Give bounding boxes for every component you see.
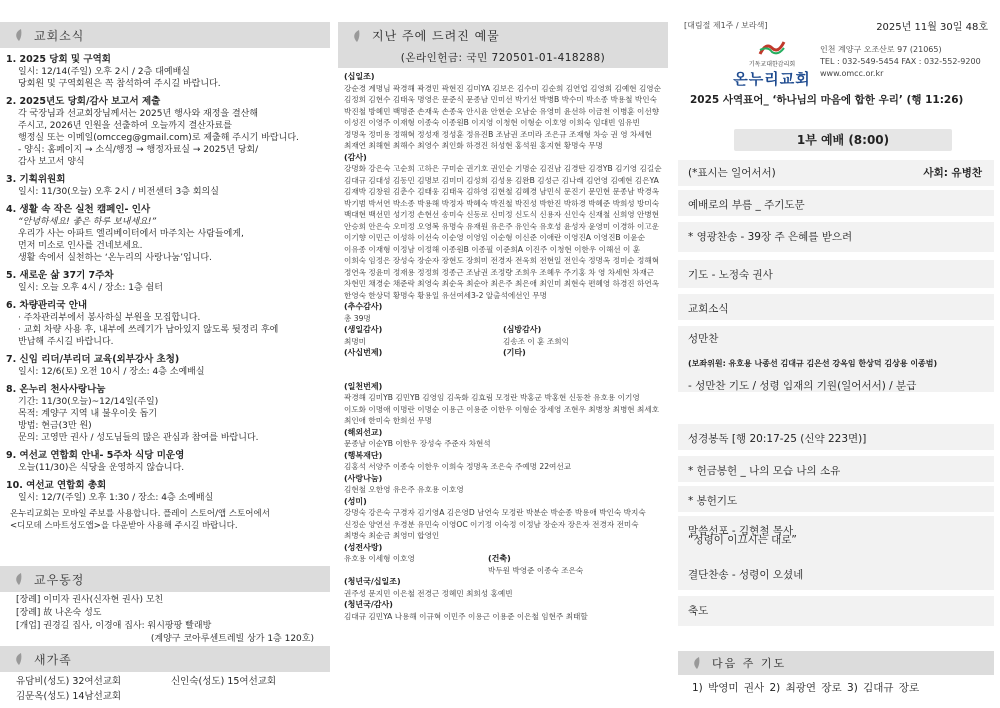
news-item-line: 일시: 오늘 오후 4시 / 장소: 1층 쉼터 xyxy=(18,283,163,293)
news-item xyxy=(0,354,330,378)
offering-subgroup xyxy=(344,347,503,359)
church-name: 온누리교회 xyxy=(733,70,811,88)
phone-line: TEL : 032-549-5454 FAX : 032-552-9200 xyxy=(820,57,981,66)
news-item-line: 목적: 계양구 지역 내 불우이웃 돕기 xyxy=(18,409,158,419)
news-item-title: 9. 여선교 연합회 안내- 5주차 식당 미운영 xyxy=(6,450,185,461)
offering-names: 김대규 김민YA 나용해 이규혁 이민주 이용근 이용준 이은철 임현주 최태할 xyxy=(344,611,588,621)
offering-category: (성전사랑) xyxy=(344,542,383,552)
address-line: 인천 계양구 오조산로 97 (21065) xyxy=(820,45,942,54)
offering-names: 문종남 이순YB 이한우 장성숙 주준자 차현석 xyxy=(344,439,491,448)
offering-category: (행복재단) xyxy=(344,450,383,460)
news-item-title: 4. 생활 속 작은 실천 캠페인- 인사 xyxy=(6,204,151,215)
offerings-pair xyxy=(338,324,668,347)
next-week-prayers: 1) 박영미 권사 2) 최광연 장로 3) 김대규 장로 xyxy=(692,682,920,694)
news-item-line: 당회원 및 구역회원은 꼭 참석하여 주시길 바랍니다. xyxy=(18,79,221,89)
news-item-title: 7. 신임 리더/부리더 교육(외부강사 초청) xyxy=(6,354,180,365)
news-item-line: · 교회 차량 사용 후, 내부에 쓰레기가 남아있지 않도록 뒷정리 후에 xyxy=(18,325,279,335)
next-week-title: 다음 주 기도 xyxy=(712,657,787,670)
worship-item: 교회소식 xyxy=(678,294,994,320)
issue-date: 2025년 11월 30일 48호 xyxy=(876,22,988,33)
offering-names: 김현철 오한영 유은주 유호용 이호영 xyxy=(344,485,464,494)
offering-category: (해외선교) xyxy=(344,427,383,437)
news-item-line: 먼저 미소로 인사를 건네보세요. xyxy=(18,241,143,251)
news-item-line: - 양식: 홈페이지 → 소식/행정 → 행정자료실 → 2025년 당회/ xyxy=(18,145,259,155)
logo-icon xyxy=(758,40,786,56)
offering-names: 총 39명 xyxy=(344,313,371,323)
worship-detail: (보좌위원: 유호용 나종선 김대규 김은선 강옥임 한상덕 김상용 이종범) xyxy=(688,359,938,368)
news-item-line: 행정실 또는 이메일(omcceg@gmail.com)로 제출해 주시기 바랍니다. xyxy=(18,133,299,143)
staff-line: [장례] 이미자 권사(신자현 권사) 모친 xyxy=(16,595,164,605)
news-item-line: 일시: 12/6(토) 오전 10시 / 장소: 4층 소예배실 xyxy=(18,367,205,377)
offering-names: 강명화 강은숙 고순희 고하은 구미순 권기호 권인순 기명순 김진남 김경탄 김경YB 김기영 김길순 김대규 김대성 김동민 김명보 김미미 김성희 김성용 김완B 김성근 김나래 김연영 김예현 김은YA 김재박 김창원 김춘수 김태웅 김태욱 김하영 김현철 김혜경 남민식 문진기 문민현 문종남 박경옥 박기범 박서연 박소종 박용해 박정자 박혜숙 박진철 박진성 박한진 박하경 박혜준 박희성 방미숙 백대현 백선민 성기정 손현선 송미숙 신동로 신미정 신도식 신용자 신인숙 신재철 신희영 안병현 안승희 안은숙 오미정 오영복 유명숙 유재원 유은주 유인숙 유호성 윤성자 윤영미 이경하 이고운 이기향 이민근 이성하 이선숙 이순영 이영임 이순형 이신준 이애란 이영진A 이영진B 이윤순 이유종 이재형 이정남 이정해 이종원B 이종필 이준희A 이진주 이청현 이한우 이해선 이 훈 이희숙 임정은 장성숙 장순자 장현도 장희미 전경자 전욱희 전현일 전인숙 정명옥 정미순 정해혁 정연옥 정윤미 정재용 정정희 정종근 조남권 조정량 조희우 조혜우 주기홍 차 영 차세현 차재근 차현민 채경순 채준락 최영숙 최순옥 최순아 최은주 최은애 최인미 최현숙 편혜영 하경진 하연옥 한영숙 한상덕 황명숙 황용일 유선여세3-2 알출석에선인 무명 xyxy=(344,164,662,300)
news-list xyxy=(0,50,330,504)
news-item-line: · 주차관리부에서 봉사하실 부원을 모집합니다. xyxy=(18,313,201,323)
offering-category: (추수감사) xyxy=(344,302,383,311)
staff-line: [장례] 故 나온숙 성도 xyxy=(16,608,102,618)
building-names: 박두원 박영준 이종숙 조은숙 xyxy=(488,565,584,575)
offering-names: 강순경 계명님 곽경해 곽경민 곽현진 김미YA 김보은 김수미 김순희 김연업 김영희 김예현 김영순 김정희 김현수 김태욱 명영은 문준식 문종남 민미선 박기선 박병B 박수미 박소종 박용철 박인숙 박진철 방혜민 백명준 손재욱 손종욱 안시윤 안현순 오남순 유영미 윤선하 이금천 이병훈 이선향 이성진 이영주 이재형 이종숙 이종원B 이지영 이청현 이형순 이호영 이희숙 임대빈 임유빈 정명옥 정미용 정해혁 정성재 정성훈 정유진B 조남권 조미라 조은규 조재형 차승 권 영 차세현 최재연 최해현 최해수 최영수 최인화 하경진 허성현 홍석원 홍지현 황명숙 무명 xyxy=(344,83,661,150)
worship-item: 성만찬 xyxy=(678,326,994,392)
offerings-pair xyxy=(338,347,668,359)
account-info: (온라인헌금: 국민 720501-01-418288) xyxy=(400,52,606,64)
offering-subgroup xyxy=(503,347,662,359)
denomination: 기독교대한감리회 xyxy=(748,61,796,68)
news-item xyxy=(0,204,330,264)
website[interactable]: www.omcc.or.kr xyxy=(820,69,884,78)
offering-category: (일천번제) xyxy=(344,381,383,391)
news-item-line: 우리가 사는 아파트 엘리베이터에서 마주치는 사람들에게, xyxy=(18,229,244,239)
news-item xyxy=(0,54,330,90)
next-week-header xyxy=(678,651,994,675)
news-item-line: 오늘(11/30)은 식당을 운영하지 않습니다. xyxy=(18,463,185,473)
family-title: 새가족 xyxy=(34,652,72,667)
offering-category: (사랑나눔) xyxy=(344,473,383,483)
worship-column xyxy=(672,0,1000,708)
church-address xyxy=(820,44,981,80)
rise-note: (*표시는 일어서서) xyxy=(688,167,776,179)
offering-category: (심방감사) xyxy=(503,325,542,334)
news-item-line: 방법: 현금(3만 원) xyxy=(18,421,92,431)
service-title: 1부 예배 (8:00) xyxy=(734,129,952,151)
leader: 사회: 유병찬 xyxy=(923,167,982,179)
news-column xyxy=(0,0,330,708)
bulletin-header xyxy=(672,0,1000,118)
offerings-header xyxy=(338,22,668,68)
offering-names: 권주성 문지민 이은철 전경근 정혜민 최희성 홍예빈 xyxy=(344,588,513,598)
building-label: (건축) xyxy=(488,554,511,563)
offering-category: (생일감사) xyxy=(344,325,383,334)
news-item-line: 문의: 고영만 권사 / 성도님들의 많은 관심과 참여를 바랍니다. xyxy=(18,433,259,443)
leaf-icon xyxy=(12,652,26,666)
offering-category: (청년국/감사) xyxy=(344,600,393,609)
offering-subgroup xyxy=(503,324,662,347)
news-item xyxy=(0,174,330,198)
offering-category: (기타) xyxy=(503,348,526,357)
offering-category: (성미) xyxy=(344,496,367,506)
offering-subgroup xyxy=(344,324,503,347)
leaf-icon xyxy=(690,656,704,670)
worship-item: * 봉헌기도 xyxy=(678,486,994,512)
church-logo xyxy=(724,40,820,89)
offerings-title: 지난 주에 드려진 예물 xyxy=(372,29,500,43)
worship-item: 말씀선포 - 김현철 목사 xyxy=(678,516,994,564)
news-item-title: 2. 2025년도 당회/감사 보고서 제출 xyxy=(6,96,161,107)
news-item-line: 기간: 11/30(오늘)~12/14일(주일) xyxy=(18,397,159,407)
news-item-line: 생활 속에서 실천하는 ‘온누리의 사랑나눔’입니다. xyxy=(18,253,212,263)
offering-names: 유호용 이세형 이호영 xyxy=(344,554,415,563)
worship-item: 예배로의 부름 _ 주기도문 xyxy=(678,190,994,216)
family-header xyxy=(0,646,330,672)
worship-detail: - 성만찬 기도 / 성령 임재의 기원(일어서서) / 분급 xyxy=(688,380,917,392)
news-item xyxy=(0,300,330,348)
leaf-icon xyxy=(12,572,26,586)
worship-detail: “성령이 이끄시는 대로” xyxy=(688,534,797,546)
worship-item: * 헌금봉헌 _ 나의 모습 나의 소유 xyxy=(678,456,994,482)
news-item xyxy=(0,270,330,294)
family-member: 김문옥(성도) 14남선교회 xyxy=(16,691,122,702)
offerings-column xyxy=(338,0,668,708)
news-item-line: 감사 보고서 양식 xyxy=(18,157,85,167)
news-item-line: 각 국장님과 선교회장님께서는 2025년 행사와 재정을 결산해 xyxy=(18,109,259,119)
staff-list xyxy=(6,594,326,646)
leaf-icon xyxy=(350,29,364,43)
offering-names: 김송조 이 훈 조희익 xyxy=(503,336,569,346)
offering-category: (십일조) xyxy=(344,72,375,81)
family-row xyxy=(16,674,326,689)
news-item-title: 6. 차량관리국 안내 xyxy=(6,300,88,311)
worship-item: 결단찬송 - 성령이 오셨네 xyxy=(678,560,994,590)
family-row xyxy=(16,689,326,704)
staff-title: 교우동정 xyxy=(34,572,85,587)
news-item-line: 일시: 11/30(오늘) 오후 2시 / 비전센터 3층 회의실 xyxy=(18,187,219,197)
offerings-list xyxy=(338,576,668,622)
offering-category: (감사) xyxy=(344,152,367,162)
news-item xyxy=(0,384,330,444)
service-info-row xyxy=(678,160,994,186)
news-item-title: 8. 온누리 천사사랑나눔 xyxy=(6,384,106,395)
offerings-list xyxy=(338,71,668,324)
news-item-title: 3. 기획위원회 xyxy=(6,174,66,185)
news-item-title: 10. 여선교 연합회 총회 xyxy=(6,480,107,491)
offering-category: (청년국/십일조) xyxy=(344,577,401,586)
staff-line: (계양구 코아루센트레빌 상가 1층 120호) xyxy=(150,634,314,644)
news-item-line: 반납해 주시길 바랍니다. xyxy=(18,337,114,347)
year-theme: 2025 사역표어_ ‘하나님의 마음에 합한 우리’ (행 11:26) xyxy=(690,94,964,106)
family-member: 신인숙(성도) 15여선교회 xyxy=(171,676,277,687)
worship-item: 기도 - 노정숙 권사 xyxy=(678,260,994,288)
offering-names: 강명숙 강은숙 구경자 김기영A 김은영D 남연숙 모정란 박분순 박순종 박용애 박인숙 박지숙 신정순 양연선 우경분 유민숙 이영OC 이기정 이숙정 이정남 장순자 장은자 전경자 전미숙 최병숙 최순금 최영미 합영인 xyxy=(344,508,646,540)
news-item-line: “안녕하세요! 좋은 하루 보내세요!” xyxy=(18,217,157,227)
offering-category: (사십번제) xyxy=(344,348,383,357)
family-list xyxy=(16,674,326,704)
offerings-list xyxy=(338,381,668,565)
offering-names: 곽경해 김미YB 김민YB 김영임 김옥화 김효림 모정란 박홍군 박홍현 신동찬 유호용 이기영 이도화 이명애 이명란 이명순 이용근 이용준 이한우 이형순 장세영 조현우 최병창 최병현 최세호 최인애 한미숙 한희선 무명 xyxy=(344,393,660,425)
offering-names: 최명미 xyxy=(344,336,367,346)
family-member xyxy=(171,689,326,704)
news-item-line: 일시: 12/14(주일) 오후 2시 / 2층 대예배실 xyxy=(18,67,190,77)
staff-line: [개업] 권경길 집사, 이경애 집사: 워시팡팡 빨래방 xyxy=(16,621,212,631)
news-item-title: 5. 새로운 삶 37기 7주차 xyxy=(6,270,114,281)
news-item xyxy=(0,450,330,474)
family-member: 유담비(성도) 32여선교회 xyxy=(16,676,122,687)
worship-item: 성경봉독 [행 20:17-25 (신약 223면)] xyxy=(678,424,994,450)
leaf-icon xyxy=(12,28,26,42)
news-item-line: 주시고, 2026년 인원을 선출하여 오늘까지 결산자료를 xyxy=(18,121,232,131)
edition: [대림절 제1주 / 보라색] xyxy=(684,21,768,30)
news-item xyxy=(0,480,330,504)
news-title: 교회소식 xyxy=(34,28,85,43)
staff-header xyxy=(0,566,330,592)
worship-item: * 영광찬송 - 39장 주 은혜를 받으려 xyxy=(678,222,994,252)
offering-names: 김홍석 서양주 이종숙 이한우 이희숙 정명옥 조은숙 주예명 22여선교 xyxy=(344,462,572,471)
worship-item: 축도 xyxy=(678,596,994,626)
news-header xyxy=(0,22,330,48)
app-note-line: <디모데 스마트성도앱>을 다운받아 사용해 주시길 바랍니다. xyxy=(10,521,238,531)
app-note xyxy=(0,508,330,532)
app-note-line: 온누리교회는 모바일 주보를 사용합니다. 플레이 스토어/앱 스토어에서 xyxy=(10,509,270,519)
news-item-title: 1. 2025 당회 및 구역회 xyxy=(6,54,111,65)
news-item-line: 일시: 12/7(주일) 오후 1:30 / 장소: 4층 소예배실 xyxy=(18,493,214,503)
news-item xyxy=(0,96,330,168)
